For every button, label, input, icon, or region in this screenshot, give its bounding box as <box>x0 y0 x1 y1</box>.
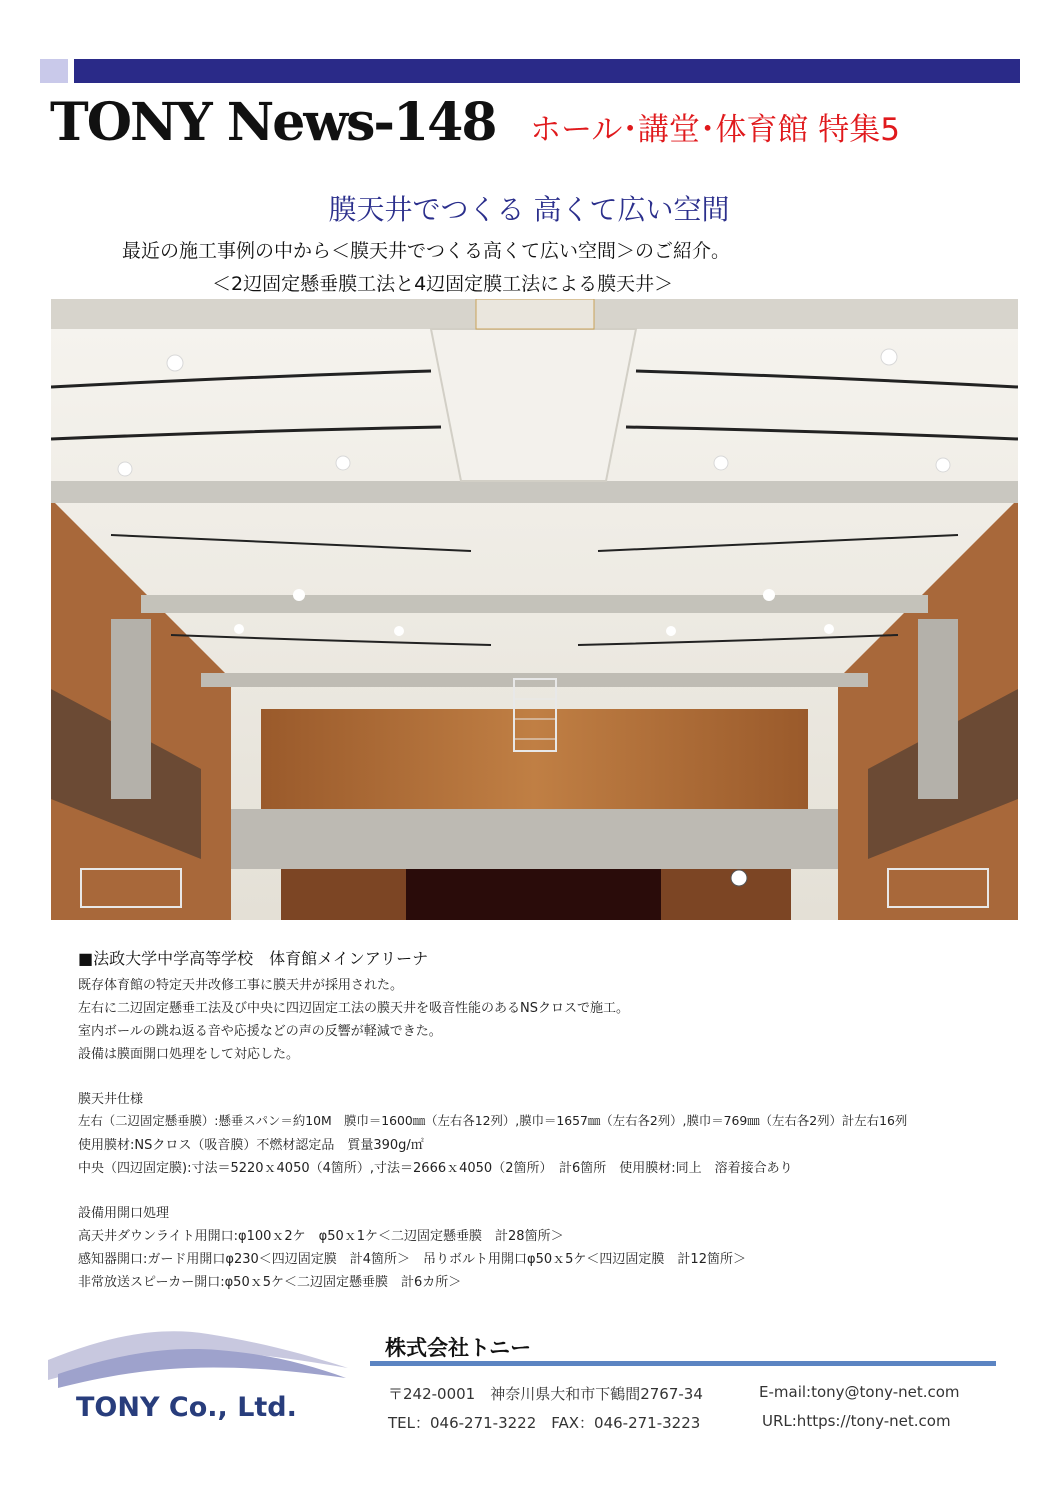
spec-line-2: 使用膜材:NSクロス（吸音膜）不燃材認定品 質量390g/㎡ <box>78 1138 424 1153</box>
company-url[interactable]: URL:https://tony-net.com <box>762 1412 951 1430</box>
headline: 膜天井でつくる 高くて広い空間 <box>328 193 730 226</box>
company-name: 株式会社トニー <box>385 1336 532 1360</box>
company-email[interactable]: E-mail:tony@tony-net.com <box>759 1383 960 1401</box>
lead-line-1: 最近の施工事例の中から＜膜天井でつくる高くて広い空間＞のご紹介。 <box>122 240 731 262</box>
description-line-1: 既存体育館の特定天井改修工事に膜天井が採用された。 <box>78 978 404 993</box>
company-address: 〒242-0001 神奈川県大和市下鶴間2767-34 <box>388 1385 703 1403</box>
spec-line-1: 左右（二辺固定懸垂膜）:懸垂スパン＝約10M 膜巾＝1600㎜（左右各12列）,膜巾＝1657㎜（左右各2列）,膜巾＝769㎜（左右各2列）計左右16列 <box>78 1113 908 1128</box>
gymnasium-photo <box>51 299 1018 920</box>
news-title: TONY News-148 <box>50 92 496 153</box>
openings-heading: 設備用開口処理 <box>78 1206 170 1221</box>
openings-line-2: 感知器開口:ガード用開口φ230＜四辺固定膜 計4箇所＞ 吊りボルト用開口φ50ｘ5ケ＜四辺固定膜 計12箇所＞ <box>78 1252 746 1267</box>
feature-title: ホール･講堂･体育館 特集5 <box>530 112 900 148</box>
description-line-3: 室内ボールの跳ね返る音や応援などの声の反響が軽減できた。 <box>78 1024 442 1039</box>
company-tel-fax: TEL：046-271-3222 FAX：046-271-3223 <box>388 1414 701 1432</box>
header-accent-square <box>40 59 68 83</box>
spec-heading: 膜天井仕様 <box>78 1092 144 1107</box>
description-line-2: 左右に二辺固定懸垂工法及び中央に四辺固定工法の膜天井を吸音性能のあるNSクロスで施工。 <box>78 1001 629 1016</box>
openings-line-3: 非常放送スピーカー開口:φ50ｘ5ケ＜二辺固定懸垂膜 計6カ所＞ <box>78 1275 462 1290</box>
openings-line-1: 高天井ダウンライト用開口:φ100ｘ2ケ φ50ｘ1ケ＜二辺固定懸垂膜 計28箇所＞ <box>78 1229 564 1244</box>
logo-text: TONY Co., Ltd. <box>76 1392 297 1423</box>
photo-caption: ■法政大学中学高等学校 体育館メインアリーナ <box>78 949 429 968</box>
lead-line-2: ＜2辺固定懸垂膜工法と4辺固定膜工法による膜天井＞ <box>212 273 674 295</box>
company-divider <box>370 1361 996 1366</box>
header-bar <box>74 59 1020 83</box>
spec-line-3: 中央（四辺固定膜):寸法＝5220ｘ4050（4箇所）,寸法＝2666ｘ4050（2箇所） 計6箇所 使用膜材:同上 溶着接合あり <box>78 1161 793 1176</box>
description-line-4: 設備は膜面開口処理をして対応した。 <box>78 1047 300 1062</box>
